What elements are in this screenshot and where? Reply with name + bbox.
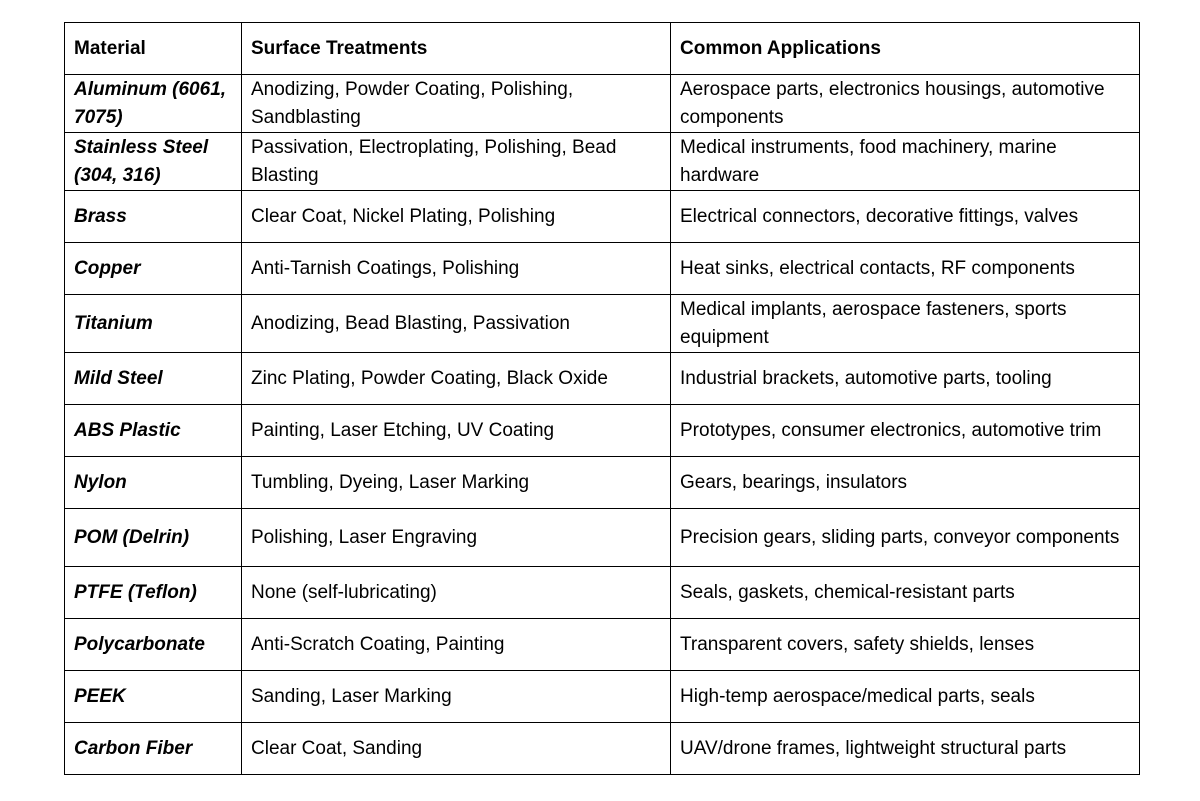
applications-cell: UAV/drone frames, lightweight structural parts	[671, 723, 1140, 775]
table-row	[65, 619, 1140, 671]
applications-cell: Medical implants, aerospace fasteners, sports equipment	[671, 295, 1140, 353]
treatments-cell: Zinc Plating, Powder Coating, Black Oxide	[242, 353, 671, 405]
table-row	[65, 457, 1140, 509]
applications-cell: Heat sinks, electrical contacts, RF components	[671, 243, 1140, 295]
table-row	[65, 509, 1140, 567]
treatments-cell: Anodizing, Powder Coating, Polishing, Sandblasting	[242, 75, 671, 133]
table-row	[65, 75, 1140, 133]
table-row	[65, 405, 1140, 457]
table-row	[65, 353, 1140, 405]
applications-cell: Medical instruments, food machinery, marine hardware	[671, 133, 1140, 191]
treatments-cell: None (self-lubricating)	[242, 567, 671, 619]
material-cell: PEEK	[65, 671, 242, 723]
table-header-row	[65, 23, 1140, 75]
material-cell: Carbon Fiber	[65, 723, 242, 775]
treatments-cell: Polishing, Laser Engraving	[242, 509, 671, 567]
treatments-cell: Sanding, Laser Marking	[242, 671, 671, 723]
treatments-cell: Tumbling, Dyeing, Laser Marking	[242, 457, 671, 509]
applications-cell: Prototypes, consumer electronics, automotive trim	[671, 405, 1140, 457]
material-cell: Titanium	[65, 295, 242, 353]
applications-cell: High-temp aerospace/medical parts, seals	[671, 671, 1140, 723]
treatments-cell: Clear Coat, Sanding	[242, 723, 671, 775]
material-cell: Nylon	[65, 457, 242, 509]
table-row	[65, 133, 1140, 191]
applications-cell: Gears, bearings, insulators	[671, 457, 1140, 509]
table-row	[65, 295, 1140, 353]
header-common-applications: Common Applications	[671, 23, 1140, 75]
table-row	[65, 723, 1140, 775]
table-row	[65, 243, 1140, 295]
material-cell: Brass	[65, 191, 242, 243]
material-cell: PTFE (Teflon)	[65, 567, 242, 619]
treatments-cell: Anti-Tarnish Coatings, Polishing	[242, 243, 671, 295]
material-cell: Aluminum (6061, 7075)	[65, 75, 242, 133]
material-cell: Stainless Steel (304, 316)	[65, 133, 242, 191]
table-row	[65, 567, 1140, 619]
material-cell: Copper	[65, 243, 242, 295]
material-cell: POM (Delrin)	[65, 509, 242, 567]
applications-cell: Electrical connectors, decorative fittings, valves	[671, 191, 1140, 243]
treatments-cell: Painting, Laser Etching, UV Coating	[242, 405, 671, 457]
applications-cell: Seals, gaskets, chemical-resistant parts	[671, 567, 1140, 619]
materials-table	[64, 22, 1140, 775]
treatments-cell: Passivation, Electroplating, Polishing, Bead Blasting	[242, 133, 671, 191]
material-cell: ABS Plastic	[65, 405, 242, 457]
applications-cell: Industrial brackets, automotive parts, tooling	[671, 353, 1140, 405]
treatments-cell: Anodizing, Bead Blasting, Passivation	[242, 295, 671, 353]
table-row	[65, 191, 1140, 243]
header-material: Material	[65, 23, 242, 75]
header-surface-treatments: Surface Treatments	[242, 23, 671, 75]
applications-cell: Aerospace parts, electronics housings, automotive components	[671, 75, 1140, 133]
table-row	[65, 671, 1140, 723]
materials-table-container	[64, 22, 1140, 775]
material-cell: Polycarbonate	[65, 619, 242, 671]
material-cell: Mild Steel	[65, 353, 242, 405]
treatments-cell: Anti-Scratch Coating, Painting	[242, 619, 671, 671]
treatments-cell: Clear Coat, Nickel Plating, Polishing	[242, 191, 671, 243]
applications-cell: Transparent covers, safety shields, lenses	[671, 619, 1140, 671]
applications-cell: Precision gears, sliding parts, conveyor components	[671, 509, 1140, 567]
